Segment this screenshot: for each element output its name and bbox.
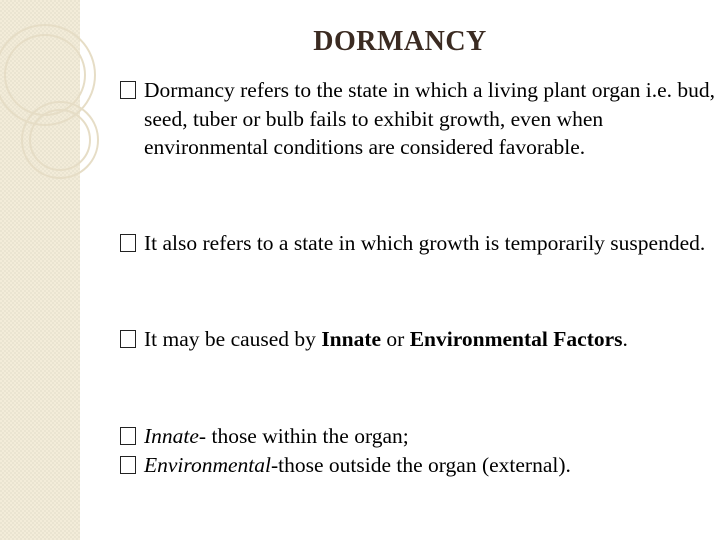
bullet-text-period: .: [622, 327, 628, 351]
bullet-box-icon: [120, 330, 136, 348]
bullet-text-or: or: [381, 327, 410, 351]
bullet-text: -those outside the organ (external).: [270, 453, 571, 477]
bullet-term-environmental: Environmental: [144, 453, 271, 477]
bullet-box-icon: [120, 234, 136, 252]
bullet-term-innate: Innate-: [144, 424, 207, 448]
bullet-text: It also refers to a state in which growth is temporarily suspended.: [144, 231, 706, 255]
bullet-text-innate: Innate: [321, 327, 382, 351]
bullet-text: those within the organ;: [206, 424, 409, 448]
bullet-text: Dormancy refers to the state in which a living plant organ i.e. bud, seed, tuber or bulb fails to exhibit growth, even when environmental conditions are considered favorable.: [144, 78, 715, 159]
bullet-box-icon: [120, 427, 136, 445]
bullet-item-causes: [120, 325, 719, 354]
bullet-item-environmental: [120, 451, 719, 480]
bullet-item-definition: [120, 76, 719, 162]
bullet-text-lead: It may be caused by: [144, 327, 322, 351]
bullet-item-innate: [120, 422, 719, 451]
slide-title: DORMANCY: [313, 26, 487, 57]
bullet-box-icon: [120, 456, 136, 474]
bullet-text-environmental-factors: Environmental Factors: [409, 327, 623, 351]
bullet-box-icon: [120, 81, 136, 99]
bullet-item-suspended-growth: [120, 229, 719, 258]
